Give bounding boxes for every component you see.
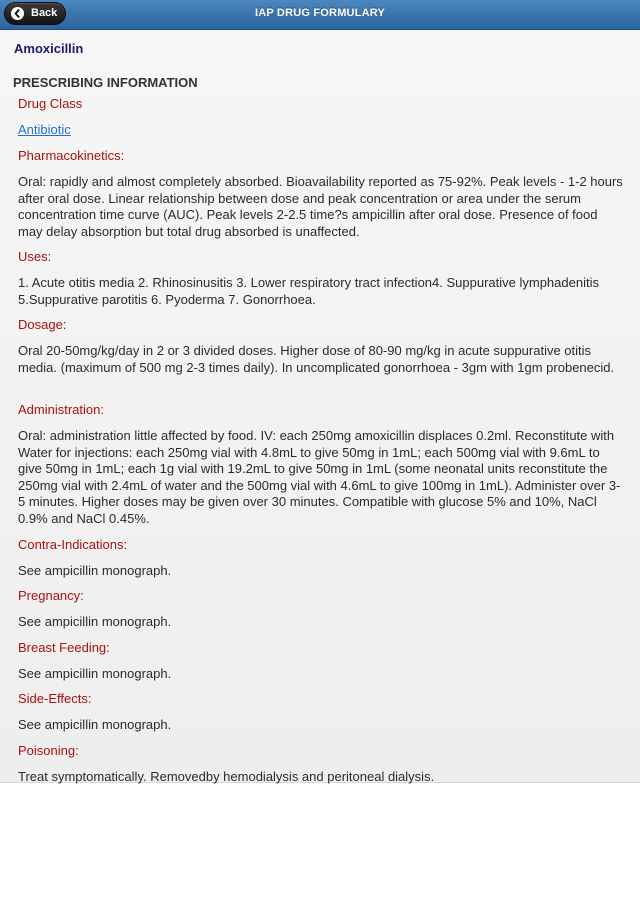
navigation-bar [0, 0, 640, 30]
drug-class-link[interactable]: Antibiotic [18, 122, 71, 137]
poisoning-text: Treat symptomatically. Removedby hemodialysis and peritoneal dialysis. [18, 769, 435, 784]
breastfeeding-text: See ampicillin monograph. [18, 666, 172, 681]
pregnancy-label: Pregnancy: [18, 588, 84, 603]
dosage-text: Oral 20-50mg/kg/day in 2 or 3 divided doses. Higher dose of 80-90 mg/kg in acute suppurative otitis media. (maximum of 500 mg 2-3 times daily). In uncomplicated gonorrhoea - 3gm with 1gm probenecid. [18, 343, 615, 375]
dosage-label: Dosage: [18, 317, 67, 332]
contraindications-label: Contra-Indications: [18, 537, 128, 552]
contraindications-text: See ampicillin monograph. [18, 563, 172, 578]
pharmacokinetics-text: Oral: rapidly and almost completely absorbed. Bioavailability reported as 75-92%. Peak levels - 1-2 hours after oral dose. Linear relationship between dose and peak concentration or area under the serum concentration time curve (AUC). Peak levels 2-2.5 time?s ampicillin after oral dose. Presence of food may delay absorption but total drug absorbed is unaffected. [18, 174, 623, 239]
drug-name: Amoxicillin [14, 41, 84, 56]
administration-label: Administration: [18, 402, 104, 417]
sideeffects-text: See ampicillin monograph. [18, 717, 172, 732]
drug-class-label: Drug Class [18, 96, 83, 111]
drug-detail-content[interactable] [0, 30, 640, 783]
pregnancy-text: See ampicillin monograph. [18, 614, 172, 629]
uses-label: Uses: [18, 249, 52, 264]
prescribing-info-heading: PRESCRIBING INFORMATION [13, 75, 198, 90]
uses-text: 1. Acute otitis media 2. Rhinosinusitis 3. Lower respiratory tract infection4. Suppurative lymphadenitis 5.Suppurative parotitis 6. Pyoderma 7. Gonorrhoea. [18, 275, 599, 307]
sideeffects-label: Side-Effects: [18, 691, 92, 706]
pharmacokinetics-label: Pharmacokinetics: [18, 148, 125, 163]
back-button-label: Back [31, 7, 58, 19]
administration-text: Oral: administration little affected by food. IV: each 250mg amoxicillin displaces 0.2ml. Reconstitute with Water for injections: each 250mg vial with 4.8mL to give 50mg in 1mL; each 500mg vial with 9.6mL to give 50mg in 1mL; each 1g vial with 19.2mL to give 50mg in 1mL (some neonatal units reconstitute the 250mg vial with 2.4mL of water and the 500mg vial with 4.6mL to give 100mg in 1mL). Administer over 3-5 minutes. Higher doses may be given over 30 minutes. Compatible with glucose 5% and 10%, NaCl 0.9% and NaCl 0.45%. [18, 428, 621, 526]
breastfeeding-label: Breast Feeding: [18, 640, 110, 655]
page-title: IAP DRUG FORMULARY [254, 7, 386, 19]
poisoning-label: Poisoning: [18, 743, 79, 758]
